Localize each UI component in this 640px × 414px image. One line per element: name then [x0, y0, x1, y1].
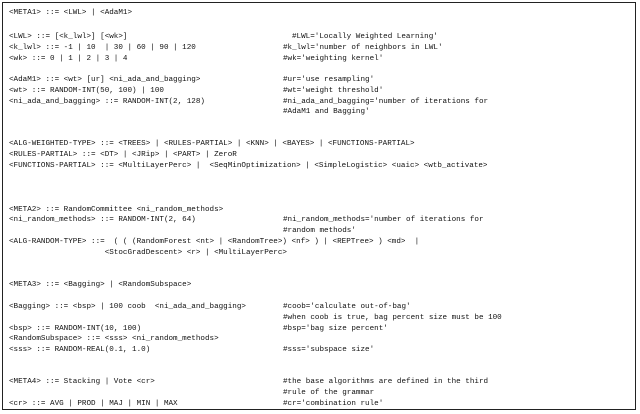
grammar-box: [2, 2, 636, 410]
comment-bagging: #coob='calculate out-of-bag': [283, 303, 411, 311]
rule-rules-partial: <RULES-PARTIAL> ::= <DT> | <JRip> | <PART> | ZeroR: [9, 151, 237, 159]
comment-bsp: #bsp='bag size percent': [283, 325, 388, 333]
rule-alg-weighted-type: <ALG-WEIGHTED-TYPE> ::= <TREES> | <RULES-PARTIAL> | <KNN> | <BAYES> | <FUNCTIONS-PARTIAL>: [9, 140, 415, 148]
rule-random-subspace: <RandomSubspace> ::= <sss> <ni_random_methods>: [9, 335, 219, 343]
comment-ni-ada-and-bagging-cont: #AdaM1 and Bagging': [283, 108, 370, 116]
rule-adam1: <AdaM1> ::= <wt> [ur] <ni_ada_and_bagging>: [9, 76, 201, 84]
comment-sss: #sss='subspace size': [283, 346, 375, 354]
rule-lwl: <LWL> ::= [<k_lwl>] [<wk>]: [9, 33, 128, 41]
rule-bagging: <Bagging> ::= <bsp> | 100 coob <ni_ada_and_bagging>: [9, 303, 246, 311]
rule-alg-random-type-cont: <StocGradDescent> <r> | <MultiLayerPerc>: [9, 249, 287, 257]
comment-ni-ada-and-bagging: #ni_ada_and_bagging='number of iterations for: [283, 98, 489, 106]
rule-functions-partial: <FUNCTIONS-PARTIAL> ::= <MultiLayerPerc> | <SeqMinOptimization> | <SimpleLogistic> <uaic> <wtb_activate>: [9, 162, 488, 170]
comment-wt: #wt='weight threshold': [283, 87, 384, 95]
comment-cr: #cr='combination rule': [283, 400, 384, 408]
rule-cr: <cr> ::= AVG | PROD | MAJ | MIN | MAX: [9, 400, 178, 408]
rule-meta3: <META3> ::= <Bagging> | <RandomSubspace>: [9, 281, 192, 289]
rule-meta1: <META1> ::= <LWL> | <AdaM1>: [9, 9, 133, 17]
comment-adam1: #ur='use resampling': [283, 76, 375, 84]
rule-meta2: <META2> ::= RandomCommittee <ni_random_methods>: [9, 206, 224, 214]
rule-ni-ada-and-bagging: <ni_ada_and_bagging> ::= RANDOM-INT(2, 128): [9, 98, 205, 106]
rule-meta4: <META4> ::= Stacking | Vote <cr>: [9, 378, 155, 386]
comment-ni-random-methods-cont: #random methods': [283, 227, 356, 235]
rule-ni-random-methods: <ni_random_methods> ::= RANDOM-INT(2, 64): [9, 216, 196, 224]
comment-ni-random-methods: #ni_random_methods='number of iterations for: [283, 216, 484, 224]
rule-wt: <wt> ::= RANDOM-INT(50, 100) | 100: [9, 87, 164, 95]
comment-meta4-cont: #rule of the grammar: [283, 389, 375, 397]
comment-wk: #wk='weighting kernel': [283, 55, 384, 63]
rule-sss: <sss> ::= RANDOM-REAL(0.1, 1.0): [9, 346, 151, 354]
comment-meta4: #the base algorithms are defined in the third: [283, 378, 489, 386]
comment-k-lwl: #k_lwl='number of neighbors in LWL': [283, 44, 443, 52]
rule-wk: <wk> ::= 0 | 1 | 2 | 3 | 4: [9, 55, 128, 63]
rule-alg-random-type: <ALG-RANDOM-TYPE> ::= ( ( (RandomForest <nt> | <RandomTree>) <nf> ) | <REPTree> ) <md> |: [9, 238, 420, 246]
comment-bagging-cont: #when coob is true, bag percent size must be 100: [283, 314, 502, 322]
comment-lwl: #LWL='Locally Weighted Learning': [292, 33, 438, 41]
rule-bsp: <bsp> ::= RANDOM-INT(10, 100): [9, 325, 142, 333]
rule-k-lwl: <k_lwl> ::= -1 | 10 | 30 | 60 | 90 | 120: [9, 44, 196, 52]
